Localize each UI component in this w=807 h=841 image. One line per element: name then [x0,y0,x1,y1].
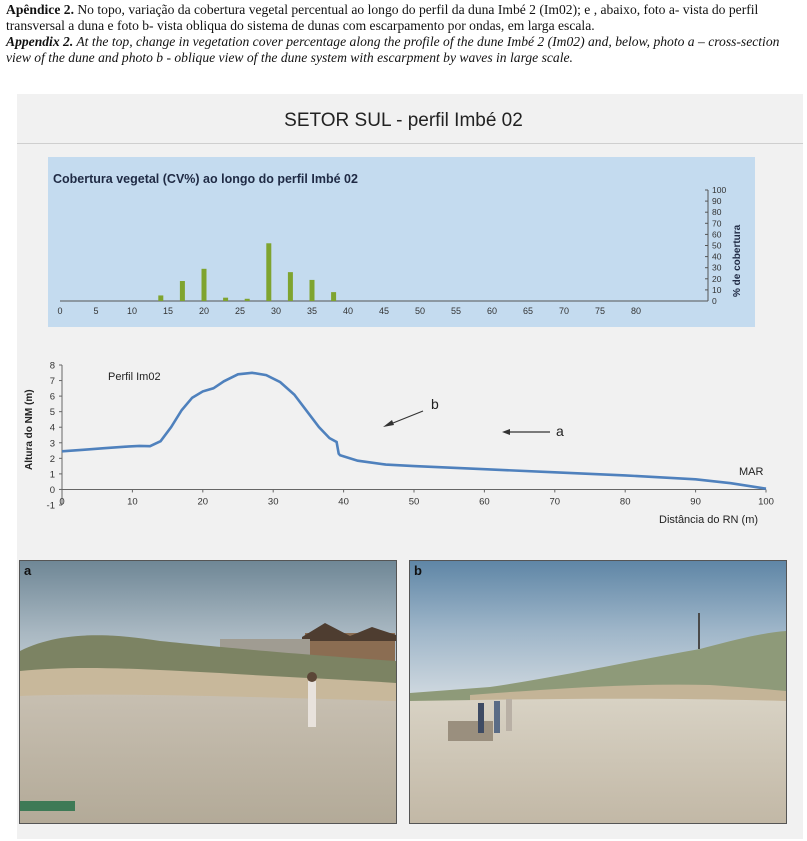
profile-y-tick-label: 2 [49,453,55,465]
profile-y-tick-label: 7 [49,376,55,388]
caption-english [6,34,801,66]
profile-x-axis-label: Distância do RN (m) [659,514,759,526]
annotation-a: a [556,423,564,439]
photo-b [409,560,787,824]
profile-y-axis-label: Altura do NM (m) [24,389,35,470]
vegetation-bar [310,280,315,301]
vegetation-y-tick-label: 90 [712,196,722,207]
vegetation-x-tick-label: 75 [594,306,606,316]
vegetation-y-tick-label: 20 [712,273,722,284]
vegetation-y-tick-label: 80 [712,207,722,218]
vegetation-bar [288,272,293,301]
profile-x-tick-label: 20 [197,496,209,508]
profile-x-tick-label: 10 [127,496,138,508]
person-icon [308,681,316,727]
dune-profile-line [62,373,766,489]
vegetation-x-tick-label: 55 [450,306,462,316]
title-divider [17,143,803,144]
vegetation-y-tick-label: 10 [712,284,722,295]
vegetation-x-tick-label: 20 [198,306,210,316]
profile-y-tick-label: 8 [49,360,55,372]
profile-x-tick-label: 0 [59,496,65,508]
vegetation-x-tick-label: 65 [522,306,534,316]
profile-x-tick-label: 50 [408,496,420,508]
vegetation-x-tick-label: 30 [270,306,282,316]
figure-caption [6,2,801,66]
vegetation-x-tick-label: 15 [162,306,174,316]
vegetation-x-tick-label: 70 [558,306,570,316]
profile-x-tick-label: 40 [338,496,349,508]
profile-y-tick-label: 3 [49,438,55,450]
vegetation-x-tick-label: 40 [342,306,354,316]
vegetation-bar [202,269,207,301]
annotation-b: b [431,396,439,412]
profile-x-tick-label: 30 [267,496,279,508]
vegetation-x-tick-label: 0 [57,306,63,316]
vegetation-bar [180,281,185,301]
vegetation-x-tick-label: 25 [234,306,246,316]
profile-y-tick-label: 0 [49,484,55,496]
profile-x-tick-label: 100 [758,496,774,508]
vegetation-y-axis-label: % de cobertura [732,224,743,297]
photo-b-image [410,561,786,823]
vegetation-x-tick-label: 60 [486,306,498,316]
arrow-a-head [502,429,510,435]
profile-y-tick-label: 4 [49,422,55,434]
photo-b-label: b [414,563,422,578]
vegetation-y-tick-label: 100 [712,185,727,195]
profile-y-tick-label: -1 [46,500,55,512]
profile-x-tick-label: 90 [690,496,701,508]
photo-a [19,560,397,824]
profile-series-label: Perfil Im02 [108,371,161,383]
caption-portuguese [6,2,801,34]
caption-en-text: At the top, change in vegetation cover percentage along the profile of the dune Imbé 2 (Im02) and, below, photo a – cross-section view of the dune and photo b - oblique view of the dune system with escarpment by waves in large scale. [6,34,780,65]
vegetation-chart-title: Cobertura vegetal (CV%) ao longo do perfil Imbé 02 [53,172,358,186]
vegetation-y-tick-label: 40 [712,251,722,262]
arrow-b-head [383,420,394,427]
vegetation-bar [245,299,250,301]
profile-x-tick-label: 70 [549,496,561,508]
vegetation-x-tick-label: 5 [93,306,99,316]
dune-profile-chart [18,345,803,535]
vegetation-bar [223,298,228,301]
annotation-mar: MAR [739,466,764,478]
vegetation-x-tick-label: 80 [630,306,642,316]
photo-a-label: a [24,563,32,578]
vegetation-bar [266,243,271,301]
vegetation-cover-chart [48,157,755,327]
caption-pt-label: Apêndice 2. [6,2,74,17]
people-icon [478,703,484,733]
caption-pt-text: No topo, variação da cobertura vegetal percentual ao longo do perfil da duna Imbé 2 (Im02); e , abaixo, foto a- vista do perfil transversal a duna e foto b- vista obliqua do sistema de dunas com escarpamento por ondas, em larga escala. [6,2,759,33]
profile-y-tick-label: 6 [49,391,55,403]
vegetation-y-tick-label: 70 [712,218,722,229]
vegetation-y-tick-label: 60 [712,229,722,240]
vegetation-x-tick-label: 35 [306,306,318,316]
arrow-b [388,411,423,425]
vegetation-x-tick-label: 45 [378,306,390,316]
vegetation-x-tick-label: 10 [126,306,138,316]
vegetation-y-tick-label: 30 [712,262,722,273]
vegetation-y-tick-label: 0 [712,296,717,306]
vegetation-x-tick-label: 50 [414,306,426,316]
profile-x-tick-label: 80 [619,496,631,508]
profile-y-tick-label: 1 [49,469,55,481]
photo-a-image [20,561,396,823]
vegetation-bar [331,292,336,301]
caption-en-label: Appendix 2. [6,34,74,49]
profile-x-tick-label: 60 [479,496,490,508]
profile-y-tick-label: 5 [49,407,55,419]
figure-title: SETOR SUL - perfil Imbé 02 [284,110,523,131]
vegetation-bar [158,295,163,301]
vegetation-y-tick-label: 50 [712,240,722,251]
